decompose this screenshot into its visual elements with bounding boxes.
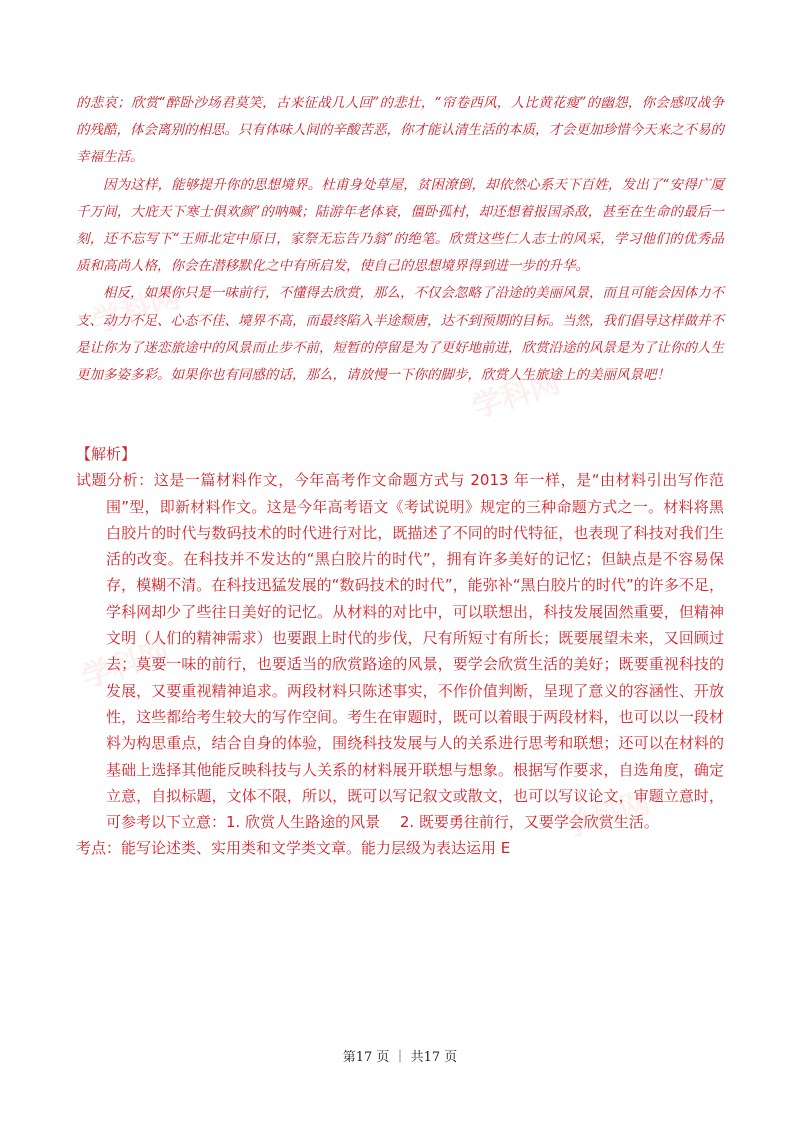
analysis-text: 这是一篇材料作文，今年高考作文命题方式与 2013 年一样，是“由材料引出写作范围”型，即新材料作文。这是今年高考语文《考试说明》规定的三种命题方式之一。材料将黑白胶片的时代与数码技术的时代进行对比，既描述了不同的时代特征，也表现了科技对我们生活的改变。在科技并不发达的“黑白胶片的时代”，拥有许多美好的记忆；但缺点是不容易保存，模糊不清。在科技迅猛发展的“数码技术的时代”，能弥补“黑白胶片的时代”的许多不足，学科网却少了些往日美好的记忆。从材料的对比中，可以联想出，科技发展固然重要，但精神文明（人们的精神需求）也要跟上时代的步伐，尺有所短寸有所长；既要展望未来，又回顾过去；莫要一味的前行，也要适当的欣赏路途的风景，要学会欣赏生活的美好；既要重视科技的发展，又要重视精神追求。两段材料只陈述事实，不作价值判断，呈现了意义的容涵性、开放性，这些都给考生较大的写作空间。考生在审题时，既可以着眼于两段材料，也可以以一段材料为构思重点，结合自身的体验，围绕科技发展与人的关系进行思考和联想；还可以在材料的基础上选择其他能反映科技与人关系的材料展开联想与想象。根据写作要求，自选角度，确定立意，自拟标题，文体不限，所以，既可以写记叙文或散文，也可以写议论文，审题立意时，可参考以下立意：1. 欣赏人生路途的风景 2. 既要勇往前行，又要学会欣赏生活。 — [106, 471, 724, 832]
analysis-header: 【解析】 — [76, 445, 137, 463]
kaodian-line — [76, 835, 724, 861]
kaodian-label: 考点： — [76, 839, 122, 858]
analysis-paragraph — [76, 467, 724, 835]
essay-paragraph: 相反，如果你只是一味前行，不懂得去欣赏，那么，不仅会忽略了沿途的美丽风景，而且可能会因体力不支、动力不足、心态不佳、境界不高，而最终陷入半途颓唐，达不到预期的目标。当然，我们倡导这样做并不是让你为了迷恋旅途中的风景而止步不前，短暂的停留是为了更好地前进，欣赏沿途的风景是为了让你的人生更加多姿多彩。如果你也有同感的话，那么，请放慢一下你的脚步，欣赏人生旅途上的美丽风景吧！ — [76, 285, 724, 384]
kaodian-text: 能写论述类、实用类和文学类文章。能力层级为表达运用 E — [121, 839, 511, 858]
analysis-label: 试题分析： — [76, 471, 154, 490]
essay-paragraph: 因为这样，能够提升你的思想境界。杜甫身处草屋，贫困潦倒，却依然心系天下百姓，发出了“安得广厦千万间，大庇天下寒士俱欢颜”的呐喊；陆游年老体衰，僵卧孤村，却还想着报国杀敌，甚至在生命的最后一刻，还不忘写下“王师北定中原日，家祭无忘告乃翁”的绝笔。欣赏这些仁人志士的风采，学习他们的优秀品质和高尚人格，你会在潜移默化之中有所启发，使自己的思想境界得到进一步的升华。 — [76, 176, 724, 275]
watermark: 学科网 — [87, 279, 185, 341]
page-footer: 第17 页 ｜ 共17 页 — [342, 1050, 458, 1065]
watermark: 学科网 — [77, 634, 175, 696]
essay-paragraph: 的悲哀；欣赏“醉卧沙场君莫笑，古来征战几人回”的悲壮，“帘卷西风，人比黄花瘦”的幽怨，你会感叹战争的残酷，体会离别的相思。只有体味人间的辛酸苦恶，你才能认清生活的本质，才会更加珍惜今天来之不易的幸福生活。 — [76, 95, 724, 166]
watermark: 学科网 — [467, 364, 565, 426]
essay-text — [76, 90, 724, 389]
analysis-section — [76, 441, 724, 862]
watermark: 学科网 — [557, 784, 655, 846]
